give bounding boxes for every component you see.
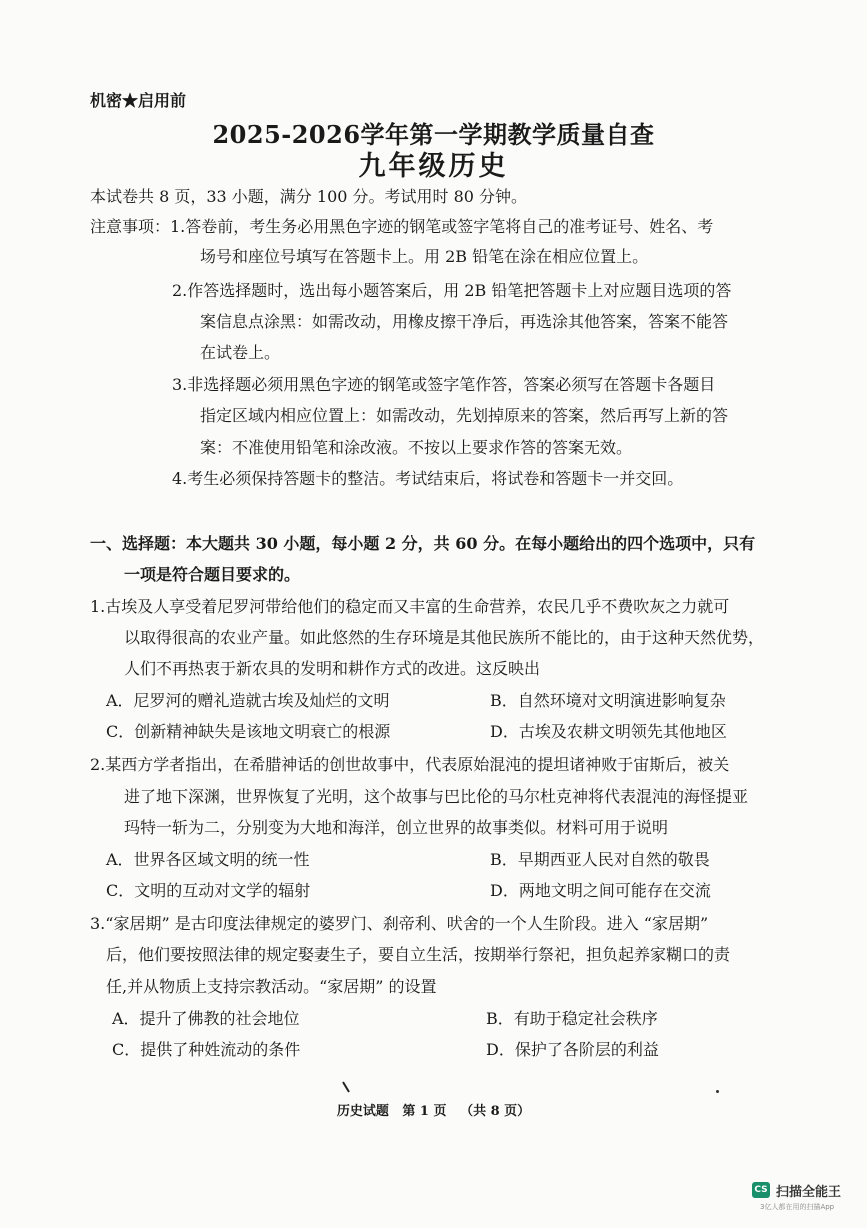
question-3-line-3: 任,并从物质上支持宗教活动。“家居期” 的设置: [106, 977, 437, 996]
question-2-line-2: 进了地下深渊，世界恢复了光明，这个故事与巴比伦的马尔杜克神将代表混沌的海怪提亚: [124, 787, 749, 806]
page-footer: 历史试题 第 1 页 （共 8 页）: [336, 1104, 531, 1119]
question-2-option-c: C．文明的互动对文学的辐射: [106, 881, 311, 900]
question-1-line-1: 1.古埃及人享受着尼罗河带给他们的稳定而又丰富的生命营养，农民几乎不费吹灰之力就可: [90, 597, 730, 616]
scan-mark: [340, 1080, 352, 1094]
question-2-option-b: B．早期西亚人民对自然的敬畏: [490, 850, 710, 869]
question-3-line-1: 3.“家居期” 是古印度法律规定的婆罗门、刹帝利、吠舍的一个人生阶段。进入 “家居期”: [90, 914, 709, 933]
question-3-line-2: 后，他们要按照法律的规定娶妻生子，要自立生活，按期举行祭祀，担负起养家糊口的责: [106, 945, 731, 964]
note-2-line-1: 2.作答选择题时，选出每小题答案后，用 2B 铅笔把答题卡上对应题目选项的答: [172, 281, 732, 300]
question-2-option-d: D．两地文明之间可能存在交流: [490, 881, 711, 900]
question-1-option-a: A．尼罗河的赠礼造就古埃及灿烂的文明: [106, 691, 390, 710]
question-1-option-b: B．自然环境对文明演进影响复杂: [490, 691, 726, 710]
scan-dot: [716, 1090, 719, 1093]
question-1-option-c: C．创新精神缺失是该地文明衰亡的根源: [106, 722, 391, 741]
question-1-option-d: D．古埃及农耕文明领先其他地区: [490, 722, 727, 741]
note-4-line-1: 4.考生必须保持答题卡的整洁。考试结束后，将试卷和答题卡一并交回。: [172, 469, 684, 488]
note-3-line-3: 案：不准使用铅笔和涂改液。不按以上要求作答的答案无效。: [200, 438, 633, 457]
exam-intro: 本试卷共 8 页，33 小题，满分 100 分。考试用时 80 分钟。: [90, 187, 528, 206]
note-3-line-2: 指定区域内相应位置上：如需改动，先划掉原来的答案，然后再写上新的答: [200, 406, 729, 425]
exam-subtitle: 九年级历史: [358, 151, 509, 182]
question-3-option-a: A．提升了佛教的社会地位: [112, 1009, 300, 1028]
note-1-line-2: 场号和座位号填写在答题卡上。用 2B 铅笔在涂在相应位置上。: [200, 247, 649, 266]
scanner-tagline: 3亿人都在用的扫描App: [760, 1203, 835, 1211]
scanner-name: 扫描全能王: [776, 1185, 842, 1200]
question-1-line-2: 以取得很高的农业产量。如此悠然的生存环境是其他民族所不能比的，由于这种天然优势，: [124, 628, 765, 647]
question-3-option-b: B．有助于稳定社会秩序: [486, 1009, 658, 1028]
exam-title: 2025-2026学年第一学期教学质量自查: [212, 120, 655, 149]
question-3-option-c: C．提供了种姓流动的条件: [112, 1040, 301, 1059]
question-2-option-a: A．世界各区域文明的统一性: [106, 850, 310, 869]
section-heading-line-2: 一项是符合题目要求的。: [124, 565, 301, 584]
question-3-option-d: D．保护了各阶层的利益: [486, 1040, 659, 1059]
note-2-line-2: 案信息点涂黑：如需改动，用橡皮擦干净后，再选涂其他答案，答案不能答: [200, 312, 729, 331]
confidential-label: 机密★启用前: [90, 91, 187, 110]
note-2-line-3: 在试卷上。: [200, 343, 281, 362]
section-heading-line-1: 一、选择题：本大题共 30 小题，每小题 2 分，共 60 分。在每小题给出的四个选项中，只有: [90, 534, 756, 553]
scanner-watermark: [752, 1180, 862, 1220]
question-2-line-1: 2.某西方学者指出，在希腊神话的创世故事中，代表原始混沌的提坦诸神败于宙斯后，被关: [90, 755, 730, 774]
question-1-line-3: 人们不再热衷于新农具的发明和耕作方式的改进。这反映出: [124, 659, 541, 678]
question-2-line-3: 玛特一斩为二，分别变为大地和海洋，创立世界的故事类似。材料可用于说明: [124, 818, 669, 837]
note-3-line-1: 3.非选择题必须用黑色字迹的钢笔或签字笔作答，答案必须写在答题卡各题目: [172, 375, 716, 394]
note-1-line-1: 注意事项：1.答卷前，考生务必用黑色字迹的钢笔或签字笔将自己的准考证号、姓名、考: [90, 217, 714, 236]
scanner-logo-icon: CS: [752, 1182, 770, 1198]
